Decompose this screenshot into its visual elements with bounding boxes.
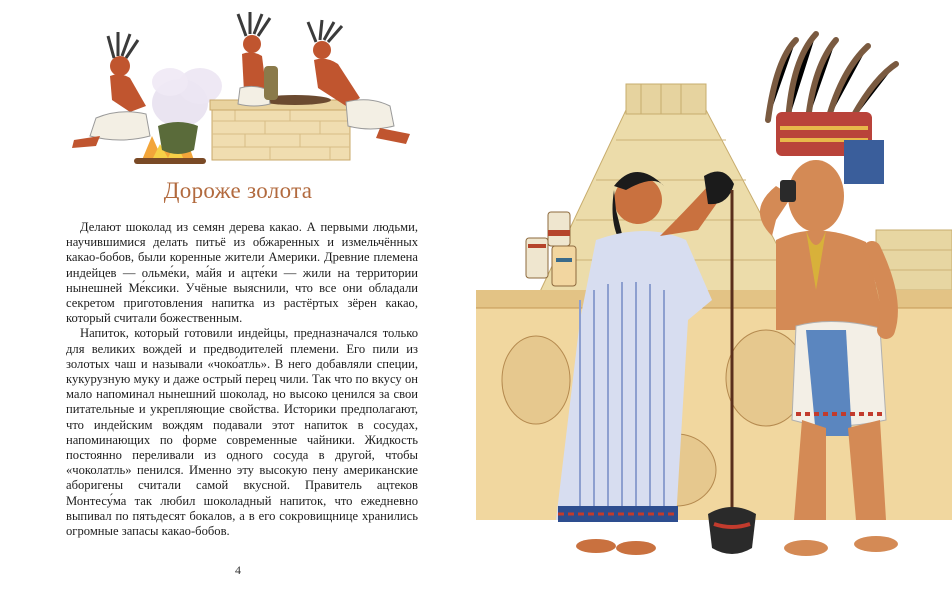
right-page xyxy=(476,0,952,612)
body-text xyxy=(66,220,418,539)
paragraph: Напиток, который готовили индейцы, предназначался только для великих вождей и предводителей племени. Его пили из золотых чаш и называли «чоко́атль». В него добавляли специи, кукурузную муку и даже острый перец чили. Так что по вкусу он мало напоминал нынешний шоколад, но высоко ценился за свои питательные и укрепляющие свойства. Историки предполагают, что индейским вождям подавали этот напиток в сосудах, напоминающих по форме современные чайники. Жидкость постоянно переливали из одного сосуда в другой, чтобы «чоколатль» пенился. Именно эту высокую пену американские аборигены считали самой вкусной. Правитель ацтеков Монтесу́ма так любил шоколадный напиток, что ежедневно выпивал по пятьдесят бокалов, а в его сокровищнице хранились огромные запасы какао-бобов. xyxy=(66,326,418,539)
paragraph: Делают шоколад из семян дерева какао. А первыми людьми, научившимися делать питьё из обжаренных и измельчённых какао-бобов, были коренные жители Америки. Древние племена индейцев — ольме́ки, ма́йя и ацте́ки — жили на территории нынешней Ме́ксики. Учёные выяснили, что все они обладали секретом приготовления напитка из растёртых зёрен какао, который считали божественным. xyxy=(66,220,418,326)
cocoa-preparation-illustration xyxy=(60,8,420,176)
aztec-chocolate-illustration xyxy=(476,0,952,612)
chapter-title: Дороже золота xyxy=(163,178,313,203)
page-number: 4 xyxy=(235,563,241,577)
